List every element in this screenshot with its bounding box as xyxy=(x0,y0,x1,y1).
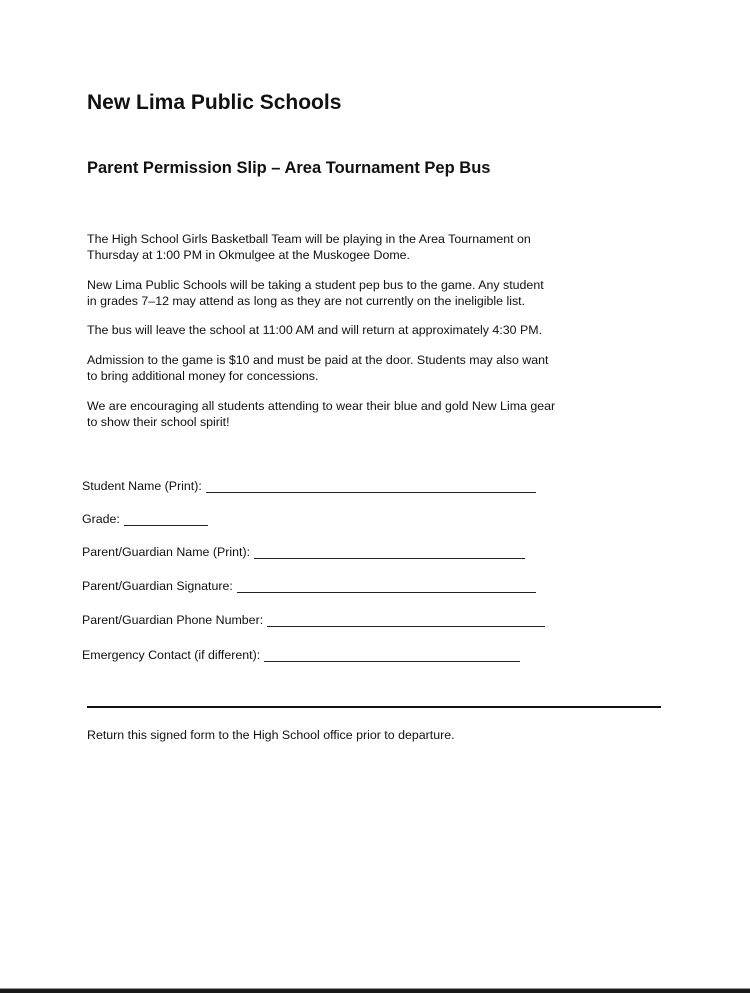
field-label: Parent/Guardian Name (Print): xyxy=(82,545,251,559)
paragraph-admission xyxy=(87,353,607,384)
field-label: Grade: xyxy=(82,512,120,526)
paragraph-school-spirit xyxy=(87,399,607,430)
school-name-title: New Lima Public Schools xyxy=(87,91,342,114)
text-line: to bring additional money for concessions. xyxy=(87,368,319,383)
paragraph-schedule xyxy=(87,323,607,339)
text-line: The bus will leave the school at 11:00 AM and will return at approximately 4:30 PM. xyxy=(87,323,543,337)
emergency-contact-blank[interactable] xyxy=(264,649,520,662)
grade-field[interactable] xyxy=(82,512,208,526)
parent-phone-blank[interactable] xyxy=(267,614,545,627)
text-line: New Lima Public Schools will be taking a student pep bus to the game. Any student xyxy=(87,278,544,292)
text-line: to show their school spirit! xyxy=(87,414,230,429)
parent-name-field[interactable] xyxy=(82,545,525,559)
paragraph-tournament xyxy=(87,232,607,263)
parent-signature-blank[interactable] xyxy=(237,580,536,593)
text-line: We are encouraging all students attending to wear their blue and gold New Lima gear xyxy=(87,399,556,413)
parent-signature-field[interactable] xyxy=(82,579,536,593)
grade-blank[interactable] xyxy=(124,513,208,526)
text-line: Admission to the game is $10 and must be paid at the door. Students may also want xyxy=(87,353,549,367)
form-title: Parent Permission Slip – Area Tournament Pep Bus xyxy=(87,159,491,177)
text-line: in grades 7–12 may attend as long as they are not currently on the ineligible list. xyxy=(87,293,526,308)
field-label: Student Name (Print): xyxy=(82,479,202,493)
parent-name-blank[interactable] xyxy=(254,546,525,559)
parent-phone-field[interactable] xyxy=(82,613,545,627)
student-name-field[interactable] xyxy=(82,479,536,493)
paragraph-pep-bus xyxy=(87,278,607,309)
emergency-contact-field[interactable] xyxy=(82,648,520,662)
student-name-blank[interactable] xyxy=(206,480,536,493)
text-line: The High School Girls Basketball Team will be playing in the Area Tournament on xyxy=(87,232,531,246)
bottom-bar xyxy=(0,988,750,993)
return-instructions: Return this signed form to the High School office prior to departure. xyxy=(87,728,455,742)
divider xyxy=(87,706,661,708)
text-line: Thursday at 1:00 PM in Okmulgee at the Muskogee Dome. xyxy=(87,247,411,262)
field-label: Emergency Contact (if different): xyxy=(82,648,261,662)
field-label: Parent/Guardian Phone Number: xyxy=(82,613,264,627)
field-label: Parent/Guardian Signature: xyxy=(82,579,233,593)
